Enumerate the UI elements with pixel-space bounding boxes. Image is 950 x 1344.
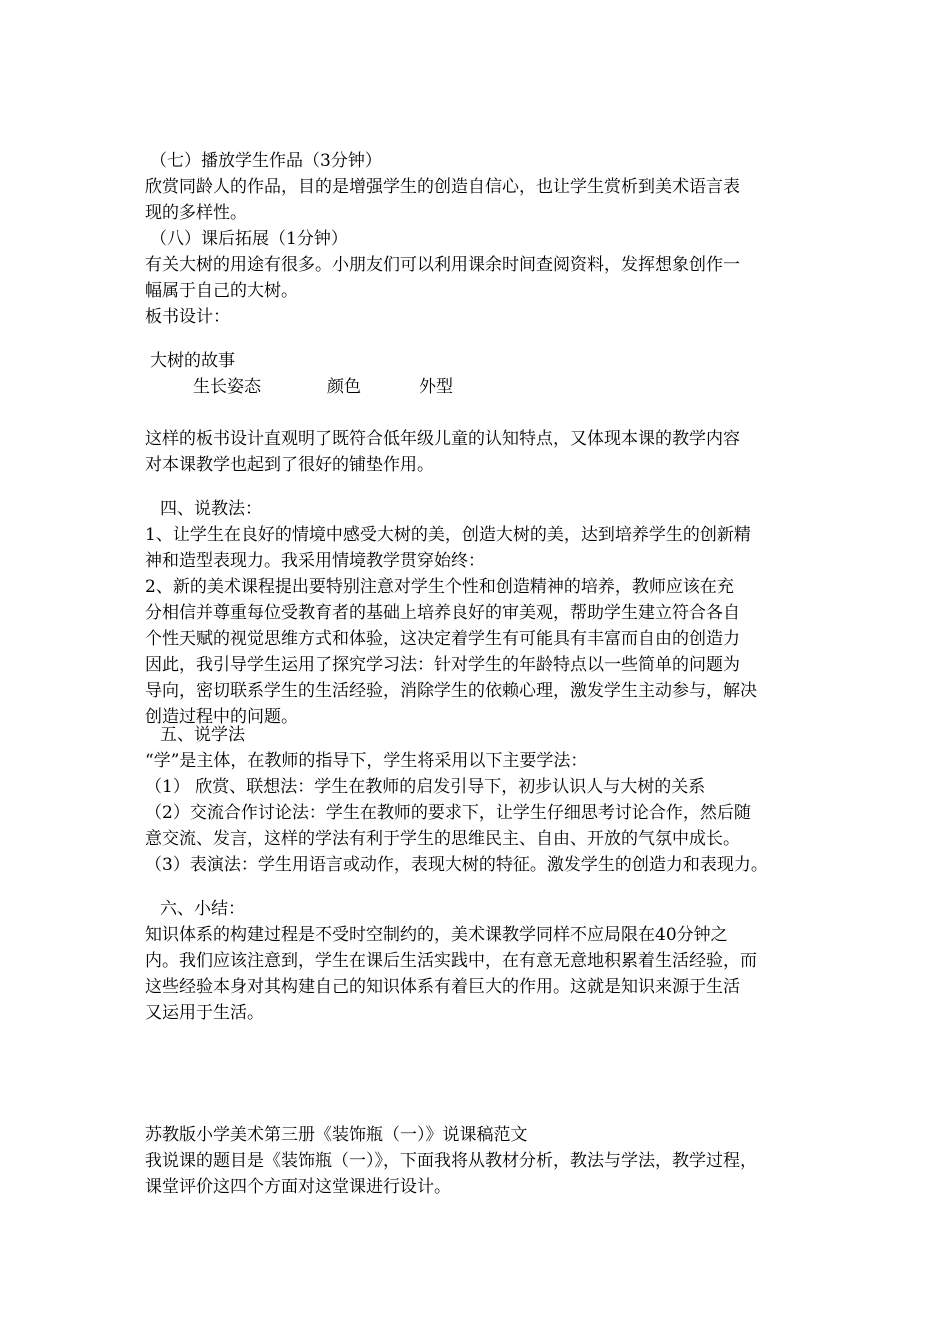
section-7-line-2: 现的多样性。	[145, 203, 247, 223]
section-5-line-3: （2）交流合作讨论法：学生在教师的要求下，让学生仔细思考讨论合作，然后随	[145, 803, 751, 823]
next-article-line-2: 课堂评价这四个方面对这堂课进行设计。	[145, 1177, 451, 1197]
section-6-line-3: 这些经验本身对其构建自己的知识体系有着巨大的作用。这就是知识来源于生活	[145, 977, 740, 997]
board-item-1: 生长姿态	[193, 377, 261, 397]
section-5-line-2: （1） 欣赏、联想法：学生在教师的启发引导下，初步认识人与大树的关系	[145, 777, 706, 797]
section-8-line-2: 幅属于自己的大树。	[145, 281, 298, 301]
section-4-line-4: 分相信并尊重每位受教育者的基础上培养良好的审美观，帮助学生建立符合各自	[145, 603, 740, 623]
section-6-heading: 六、小结：	[160, 899, 245, 919]
board-note-line-1: 这样的板书设计直观明了既符合低年级儿童的认知特点，又体现本课的教学内容	[145, 429, 740, 449]
board-title: 大树的故事	[150, 351, 235, 371]
section-8-heading: （八）课后拓展（1分钟）	[150, 229, 348, 249]
section-4-line-5: 个性天赋的视觉思维方式和体验，这决定着学生有可能具有丰富而自由的创造力	[145, 629, 740, 649]
section-4-line-1: 1、让学生在良好的情境中感受大树的美，创造大树的美，达到培养学生的创新精	[145, 525, 751, 545]
next-article-line-1: 我说课的题目是《装饰瓶（一）》，下面我将从教材分析，教法与学法，教学过程，	[145, 1151, 757, 1171]
section-8-line-1: 有关大树的用途有很多。小朋友们可以利用课余时间查阅资料，发挥想象创作一	[145, 255, 740, 275]
board-item-3: 外型	[419, 377, 453, 397]
section-5-heading: 五、说学法	[160, 725, 245, 745]
section-7-heading: （七）播放学生作品（3分钟）	[150, 151, 382, 171]
board-note-line-2: 对本课教学也起到了很好的铺垫作用。	[145, 455, 434, 475]
section-5-line-5: （3）表演法：学生用语言或动作，表现大树的特征。激发学生的创造力和表现力。	[145, 855, 768, 875]
section-4-line-7: 导向，密切联系学生的生活经验，消除学生的依赖心理，激发学生主动参与，解决	[145, 681, 757, 701]
board-item-2: 颜色	[327, 377, 361, 397]
section-6-line-4: 又运用于生活。	[145, 1003, 264, 1023]
section-5-line-1: “学”是主体，在教师的指导下，学生将采用以下主要学法：	[145, 751, 588, 771]
section-4-line-2: 神和造型表现力。我采用情境教学贯穿始终：	[145, 551, 485, 571]
section-4-line-8: 创造过程中的问题。	[145, 707, 298, 727]
section-6-line-1: 知识体系的构建过程是不受时空制约的，美术课教学同样不应局限在40分钟之	[145, 925, 728, 945]
next-article-title: 苏教版小学美术第三册《装饰瓶（一）》说课稿范文	[145, 1125, 528, 1145]
section-5-line-4: 意交流、发言，这样的学法有利于学生的思维民主、自由、开放的气氛中成长。	[145, 829, 740, 849]
section-4-line-3: 2、新的美术课程提出要特别注意对学生个性和创造精神的培养，教师应该在充	[145, 577, 734, 597]
section-4-line-6: 因此，我引导学生运用了探究学习法：针对学生的年龄特点以一些简单的问题为	[145, 655, 740, 675]
board-design-label: 板书设计：	[145, 307, 230, 327]
section-7-line-1: 欣赏同龄人的作品，目的是增强学生的创造自信心，也让学生赏析到美术语言表	[145, 177, 740, 197]
section-4-heading: 四、说教法：	[160, 499, 262, 519]
section-6-line-2: 内。我们应该注意到，学生在课后生活实践中，在有意无意地积累着生活经验，而	[145, 951, 757, 971]
